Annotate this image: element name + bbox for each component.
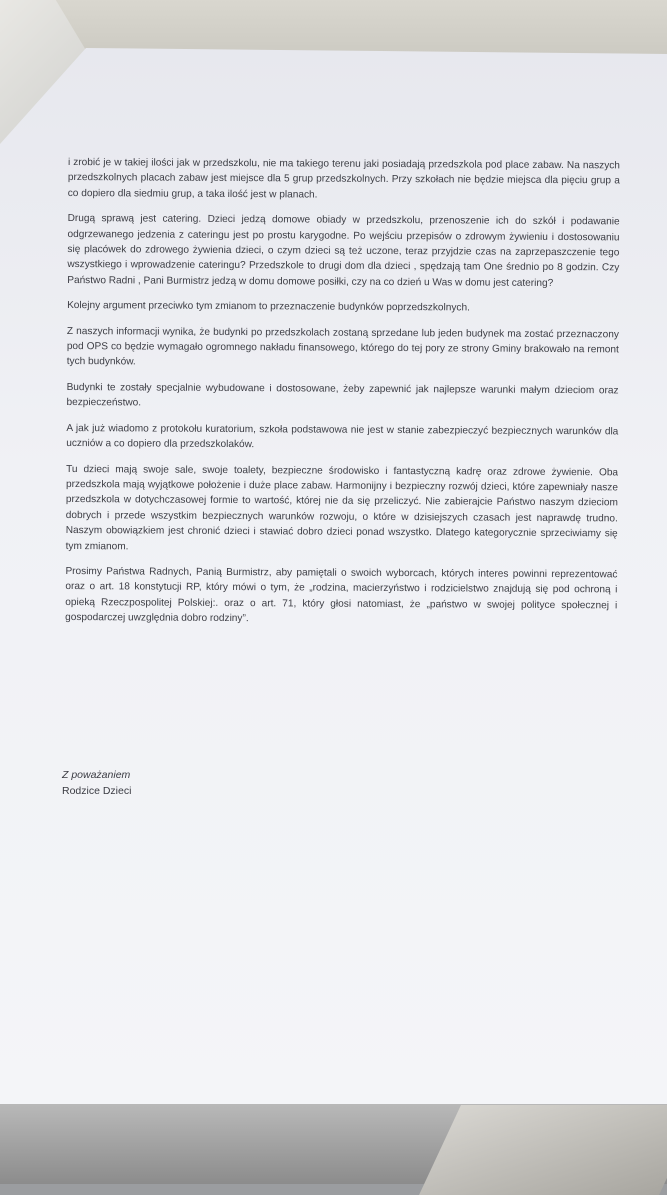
paragraph-buildings-sale: Z naszych informacji wynika, że budynki po przedszkolach zostaną sprzedane lub jeden budynek ma zostać przeznaczony pod OPS co będzie wymagało ogromnego nakładu finansowego, którego do tej pory ze strony Gminy brakowało na remont tych budynków. bbox=[66, 325, 619, 368]
desk-object bbox=[419, 1105, 667, 1195]
paragraph-playgrounds: i zrobić je w takiej ilości jak w przedszkolu, nie ma takiego terenu jaki posiadają przedszkola pod place zabaw. Na naszych przedszkolnych placach zabaw jest miejsce dla 5 grup przedszkolnych. Przy szkołach nie będzie miejsca dla pięciu grup a co dopiero dla siedmiu grup, a taka ilość jest w planach. bbox=[67, 156, 620, 201]
paragraph-kuratorium: A jak już wiadomo z protokołu kuratorium, szkoła podstawowa nie jest w stanie zabezpieczyć bezpiecznych warunków dla uczniów a co dopiero dla przedszkolaków. bbox=[66, 422, 619, 451]
paragraph-appeal: Prosimy Państwa Radnych, Panią Burmistrz, aby pamiętali o swoich wyborcach, których interes powinni reprezentować oraz o art. 18 konstytucji RP, który mówi o tym, że „rodzina, macierzyństwo i rodzicielstwo znajdują się pod ochroną i opieką Rzeczpospolitej Polskiej:. oraz o art. 71, który głosi natomiast, że „państwo w swojej polityce społecznej i gospodarczej uwzględnia dobro rodziny”. bbox=[65, 565, 618, 625]
paragraph-buildings-argument: Kolejny argument przeciwko tym zmianom to przeznaczenie budynków poprzedszkolnych. bbox=[67, 300, 470, 314]
paragraph-catering: Drugą sprawą jest catering. Dzieci jedzą domowe obiady w przedszkolu, przenoszenie ich do szkół i podawanie odgrzewanego jedzenia z cateringu jest po prostu karygodne. Po wejściu przepisów o zdrowym żywieniu i dostosowaniu się placówek do zdrowego żywienia dzieci, o czym dzieci są też uczone, teraz przyjdzie czas na zaprzepaszczenie tego wszystkiego i wprowadzenie cateringu? Przedszkole to drugi dom dla dzieci , spędzają tam One średnio po 8 godzin. Czy Państwo Radni , Pani Burmistrz jedzą w domu domowe posiłki, czy na co dzień u Was w domu jest catering? bbox=[67, 213, 620, 289]
closing-line: Z poważaniem bbox=[62, 769, 131, 781]
paragraph-buildings-purpose: Budynki te zostały specjalnie wybudowane i dostosowane, żeby zapewnić jak najlepsze warunki małym dzieciom oraz bezpieczeństwo. bbox=[66, 381, 619, 409]
paragraph-children-rooms: Tu dzieci mają swoje sale, swoje toalety, bezpieczne środowisko i fantastyczną kadrę oraz zdrowe żywienie. Oba przedszkola mają wyjątkowe położenie i duże place zabaw. Harmonijny i bezpieczny rozwój dzieci, które zapewniały nasze przedszkola w dotychczasowej formie to wartość, której nie da się przeliczyć. Nie zabierajcie Państwo naszym dzieciom dobrych i przede wszystkim bezpiecznych warunków rozwoju, o które w dzisiejszych czasach jest naprawdę trudno. Naszym obowiązkiem jest chronić dzieci i stawiać dobro dzieci ponad wszystko. Dlatego kategorycznie sprzeciwiamy się tym zmianom. bbox=[65, 463, 619, 552]
signature-block bbox=[62, 767, 131, 799]
signer-line: Rodzice Dzieci bbox=[62, 785, 132, 797]
letter-body bbox=[65, 155, 620, 639]
